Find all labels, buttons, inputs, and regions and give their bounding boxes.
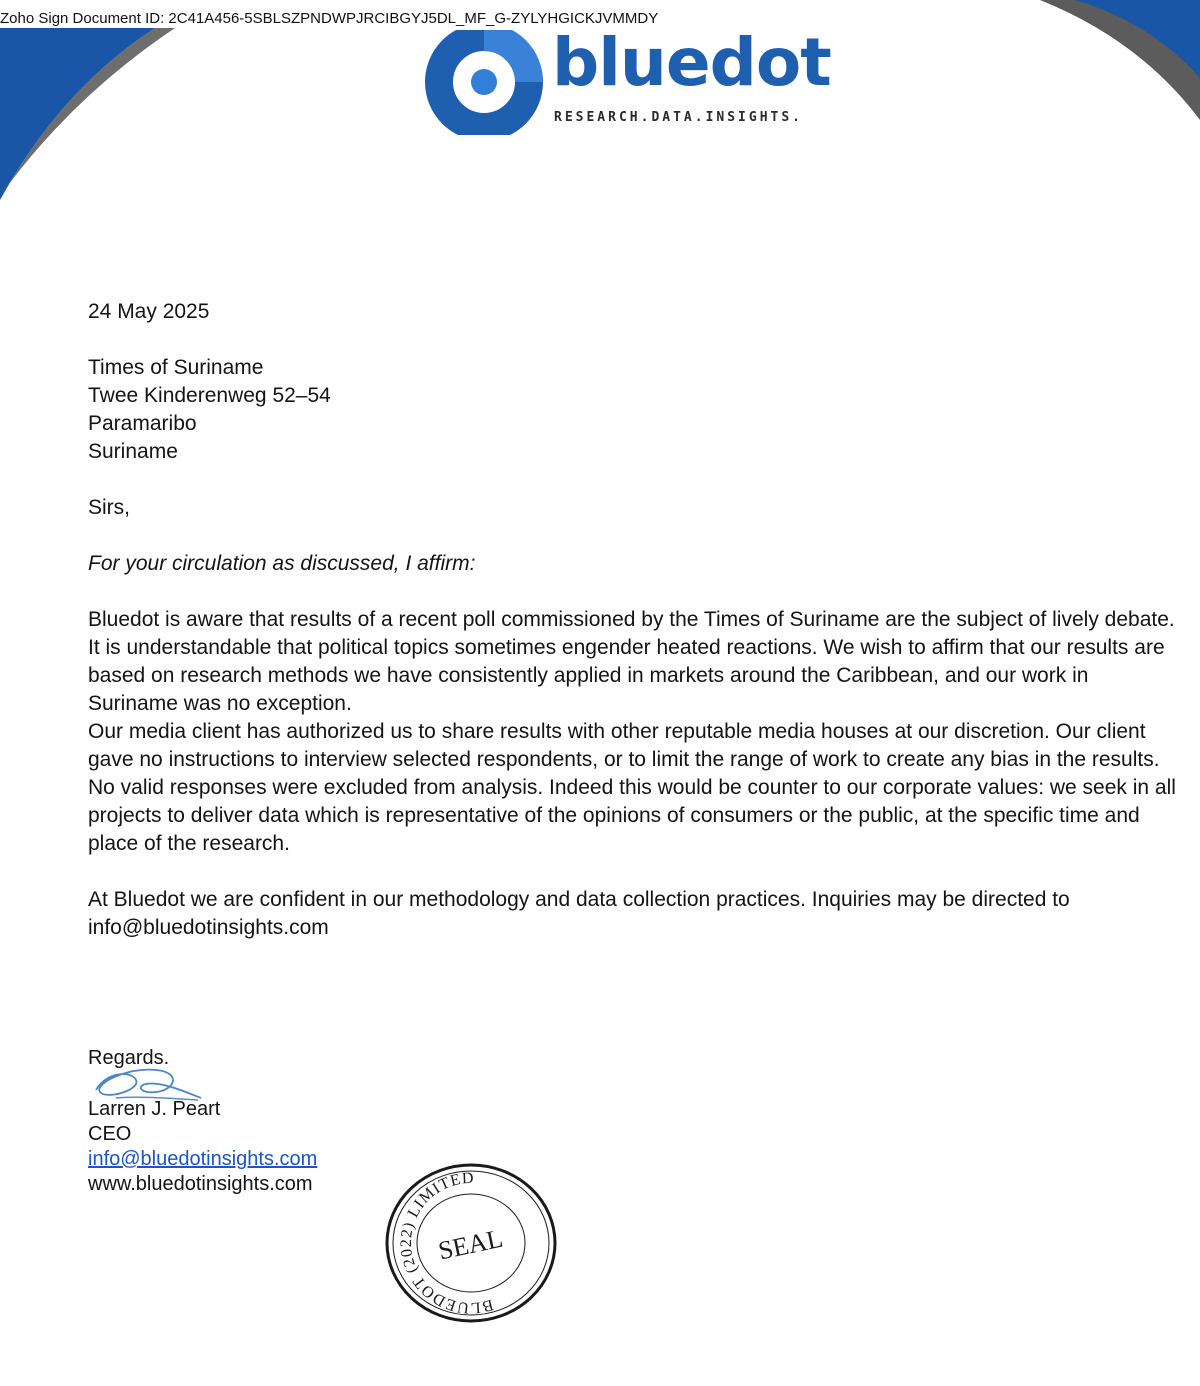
logo-tagline: RESEARCH.DATA.INSIGHTS. (554, 110, 804, 125)
website: www.bluedotinsights.com (88, 1173, 313, 1195)
signer-name: Larren J. Peart (88, 1098, 221, 1120)
logo-wordmark: bluedot (552, 24, 831, 101)
seal-ring-text: BLUEDOT (2022) LIMITED (397, 1169, 495, 1317)
letter-date: 24 May 2025 (88, 300, 210, 323)
letter-body (88, 298, 1178, 942)
recipient-line: Times of Suriname (88, 356, 264, 379)
body-paragraph: Bluedot is aware that results of a recent poll commissioned by the Times of Suriname are the subject of lively debate. (88, 608, 1175, 631)
bluedot-logo-icon (420, 30, 550, 135)
intro-line: For your circulation as discussed, I affirm: (88, 552, 476, 575)
salutation: Sirs, (88, 496, 130, 519)
recipient-line: Paramaribo (88, 412, 197, 435)
closing-paragraph: At Bluedot we are confident in our methodology and data collection practices. Inquiries may be directed to info@bluedotinsights.com (88, 888, 1070, 939)
company-logo (420, 24, 840, 135)
document-id: Zoho Sign Document ID: 2C41A456-5SBLSZPNDWPJRCIBGYJ5DL_MF_G-ZYLYHGICKJVMMDY (0, 10, 659, 27)
body-paragraph: Our media client has authorized us to share results with other reputable media houses at our discretion. Our client gave no instructions to interview selected respondents, or to limit the range of work to create any bias in the results. No valid responses were excluded from analysis. Indeed this would be counter to our corporate values: we seek in all projects to deliver data which is representative of the opinions of consumers or the public, at the specific time and place of the research. (88, 720, 1176, 855)
recipient-line: Twee Kinderenweg 52–54 (88, 384, 331, 407)
signer-title: CEO (88, 1123, 132, 1145)
company-seal (385, 1163, 557, 1323)
handwritten-signature (86, 1062, 216, 1112)
recipient-address (88, 354, 1178, 466)
regards: Regards. (88, 1047, 170, 1069)
seal-center-text: SEAL (435, 1223, 506, 1266)
recipient-line: Suriname (88, 440, 178, 463)
body-paragraph: It is understandable that political topics sometimes engender heated reactions. We wish to affirm that our results are based on research methods we have consistently applied in markets around the Caribbean, and our work in Suriname was no exception. (88, 636, 1165, 715)
email-link[interactable]: info@bluedotinsights.com (88, 1148, 318, 1170)
